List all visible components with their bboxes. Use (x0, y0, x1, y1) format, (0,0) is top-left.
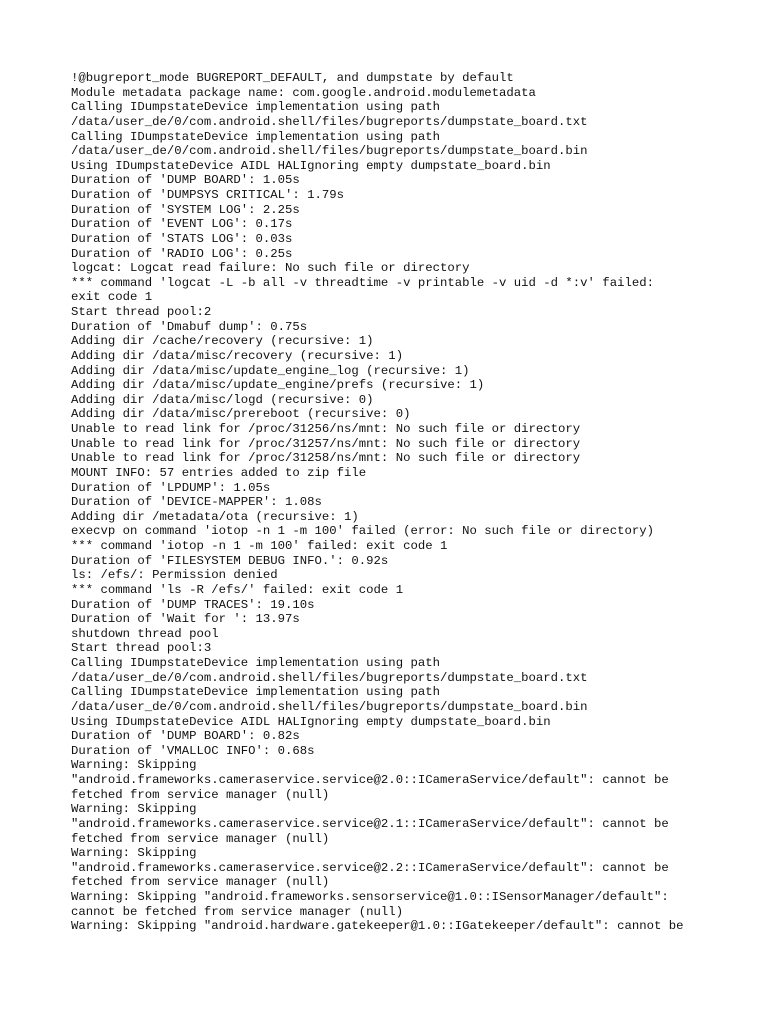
log-line: !@bugreport_mode BUGREPORT_DEFAULT, and dumpstate by default (71, 71, 514, 85)
log-line: Adding dir /data/misc/update_engine/prefs (recursive: 1) (71, 378, 485, 393)
log-line: /data/user_de/0/com.android.shell/files/bugreports/dumpstate_board.bin (71, 144, 588, 159)
log-line: Adding dir /cache/recovery (recursive: 1) (71, 334, 374, 349)
log-line: *** command 'ls -R /efs/' failed: exit code 1 (71, 582, 404, 597)
log-line: Start thread pool:3 (71, 641, 212, 656)
log-line: fetched from service manager (null) (71, 831, 330, 846)
log-line: Duration of 'Dmabuf dump': 0.75s (71, 319, 308, 334)
log-line: Duration of 'VMALLOC INFO': 0.68s (71, 743, 315, 758)
log-line: Duration of 'Wait for ': 13.97s (71, 612, 300, 627)
log-line: Duration of 'RADIO LOG': 0.25s (71, 246, 293, 261)
log-line: Unable to read link for /proc/31257/ns/mnt: No such file or directory (71, 436, 581, 451)
log-line: *** command 'iotop -n 1 -m 100' failed: exit code 1 (71, 539, 448, 553)
log-line: *** command 'logcat -L -b all -v threadtime -v printable -v uid -d *:v' failed: (71, 275, 654, 290)
log-line: Duration of 'DUMP BOARD': 1.05s (71, 173, 300, 188)
log-line: Calling IDumpstateDevice implementation using path (71, 100, 440, 115)
log-line: fetched from service manager (null) (71, 875, 330, 890)
log-line: /data/user_de/0/com.android.shell/files/bugreports/dumpstate_board.txt (71, 670, 588, 685)
log-line: Duration of 'SYSTEM LOG': 2.25s (71, 202, 300, 217)
log-line: Duration of 'FILESYSTEM DEBUG INFO.': 0.92s (71, 553, 389, 568)
log-line: Duration of 'DUMP TRACES': 19.10s (71, 597, 315, 612)
log-line: ls: /efs/: Permission denied (71, 568, 278, 583)
log-line: Module metadata package name: com.google.android.modulemetadata (71, 85, 536, 100)
log-line: Duration of 'DEVICE-MAPPER': 1.08s (71, 495, 322, 510)
log-line: Adding dir /metadata/ota (recursive: 1) (71, 509, 359, 524)
log-line: Calling IDumpstateDevice implementation using path (71, 656, 440, 670)
log-line: logcat: Logcat read failure: No such file or directory (71, 261, 470, 276)
log-line: /data/user_de/0/com.android.shell/files/bugreports/dumpstate_board.txt (71, 114, 588, 129)
log-line: Warning: Skipping (71, 758, 197, 773)
log-line: "android.frameworks.cameraservice.service@2.1::ICameraService/default": cannot be (71, 816, 669, 831)
log-line: Using IDumpstateDevice AIDL HALIgnoring empty dumpstate_board.bin (71, 714, 551, 729)
log-line: Duration of 'DUMP BOARD': 0.82s (71, 729, 300, 744)
log-line: Calling IDumpstateDevice implementation using path (71, 685, 440, 700)
log-line: exit code 1 (71, 290, 153, 305)
log-line: Adding dir /data/misc/prereboot (recursive: 0) (71, 407, 411, 422)
log-line: Warning: Skipping "android.frameworks.sensorservice@1.0::ISensorManager/default": (71, 890, 669, 904)
log-line: Adding dir /data/misc/recovery (recursive: 1) (71, 348, 404, 363)
log-line: Unable to read link for /proc/31258/ns/mnt: No such file or directory (71, 451, 581, 466)
log-line: "android.frameworks.cameraservice.service@2.2::ICameraService/default": cannot be (71, 860, 669, 875)
log-line: Adding dir /data/misc/update_engine_log (recursive: 1) (71, 363, 470, 378)
log-line: Adding dir /data/misc/logd (recursive: 0) (71, 392, 374, 407)
log-line: Using IDumpstateDevice AIDL HALIgnoring empty dumpstate_board.bin (71, 158, 551, 173)
log-line: Duration of 'EVENT LOG': 0.17s (71, 217, 293, 232)
log-line: "android.frameworks.cameraservice.service@2.0::ICameraService/default": cannot be (71, 773, 669, 787)
log-line: cannot be fetched from service manager (null) (71, 904, 404, 919)
log-line: Warning: Skipping (71, 846, 197, 861)
log-line: Duration of 'DUMPSYS CRITICAL': 1.79s (71, 188, 345, 202)
log-line: execvp on command 'iotop -n 1 -m 100' failed (error: No such file or directory) (71, 524, 654, 539)
log-line: Start thread pool:2 (71, 305, 212, 319)
log-line: Calling IDumpstateDevice implementation using path (71, 129, 440, 144)
log-line: Unable to read link for /proc/31256/ns/mnt: No such file or directory (71, 422, 581, 436)
log-line: /data/user_de/0/com.android.shell/files/bugreports/dumpstate_board.bin (71, 699, 588, 714)
log-line: Duration of 'LPDUMP': 1.05s (71, 480, 271, 495)
log-line: Warning: Skipping "android.hardware.gatekeeper@1.0::IGatekeeper/default": cannot be (71, 919, 684, 934)
log-line: fetched from service manager (null) (71, 787, 330, 802)
log-line: shutdown thread pool (71, 626, 219, 641)
log-line: Duration of 'STATS LOG': 0.03s (71, 231, 293, 246)
log-line: Warning: Skipping (71, 802, 197, 817)
log-line: MOUNT INFO: 57 entries added to zip file (71, 465, 367, 480)
log-text-block (71, 71, 751, 934)
